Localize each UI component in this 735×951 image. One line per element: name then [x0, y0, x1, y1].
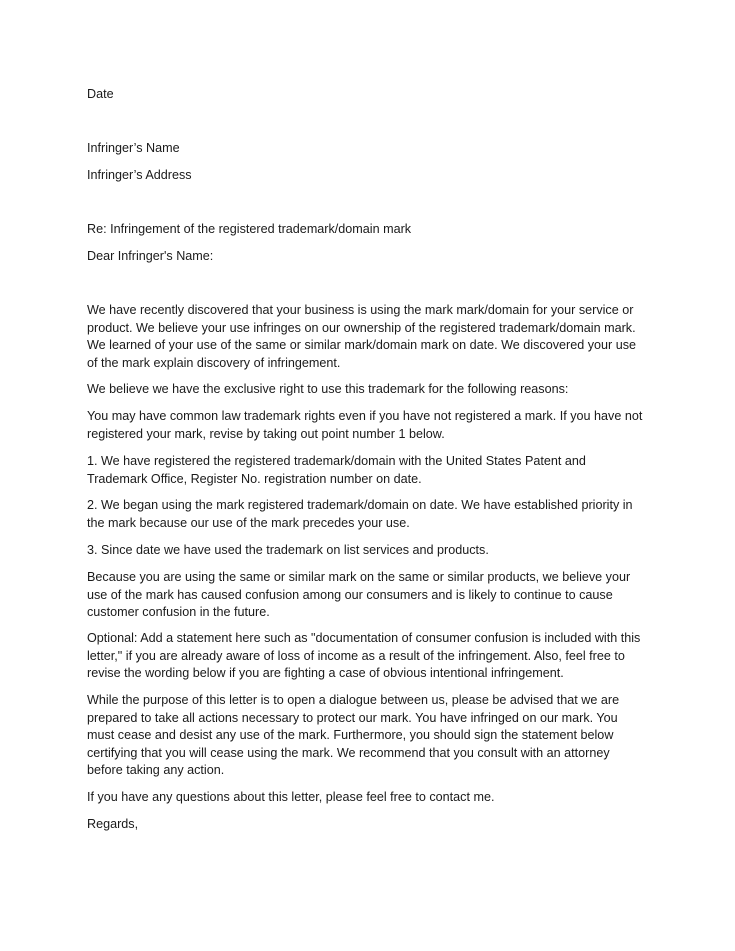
paragraph-reasons-intro: We believe we have the exclusive right to use this trademark for the following reasons:: [87, 382, 569, 396]
paragraph-cease-desist: While the purpose of this letter is to open a dialogue between us, please be advised that we are prepared to take all actions necessary to protect our mark. You have infringed on our mark. You must cease and desist any use of the mark. Furthermore, you should sign the statement below certifying that you will cease using the mark. We recommend that you consult with an attorney before taking any action.: [87, 693, 620, 778]
letter-date: Date: [87, 87, 114, 101]
paragraph-discovery: We have recently discovered that your business is using the mark mark/domain for your service or product. We believe your use infringes on our ownership of the registered trademark/domain mark. We learned of your use of the same or similar mark/domain mark on date. We discovered your use of the mark explain discovery of infringement.: [87, 303, 637, 370]
paragraph-point-2: 2. We began using the mark registered trademark/domain on date. We have established priority in the mark because our use of the mark precedes your use.: [87, 498, 633, 530]
salutation: Dear Infringer's Name:: [87, 249, 214, 263]
recipient-name: Infringer’s Name: [87, 141, 180, 155]
paragraph-point-3: 3. Since date we have used the trademark on list services and products.: [87, 543, 489, 557]
paragraph-confusion: Because you are using the same or similar mark on the same or similar products, we believe your use of the mark has caused confusion among our consumers and is likely to continue to cause customer confusion in the future.: [87, 570, 631, 620]
paragraph-point-1: 1. We have registered the registered trademark/domain with the United States Patent and Trademark Office, Register No. registration number on date.: [87, 454, 586, 486]
recipient-address: Infringer’s Address: [87, 168, 192, 182]
paragraph-common-law: You may have common law trademark rights even if you have not registered a mark. If you have not registered your mark, revise by taking out point number 1 below.: [87, 409, 643, 441]
paragraph-optional: Optional: Add a statement here such as "documentation of consumer confusion is included with this letter," if you are already aware of loss of income as a result of the infringement. Also, feel free to revise the wording below if you are fighting a case of obvious intentional infringement.: [87, 631, 641, 681]
paragraph-contact: If you have any questions about this letter, please feel free to contact me.: [87, 790, 495, 804]
subject-line: Re: Infringement of the registered trademark/domain mark: [87, 222, 412, 236]
closing: Regards,: [87, 817, 139, 831]
